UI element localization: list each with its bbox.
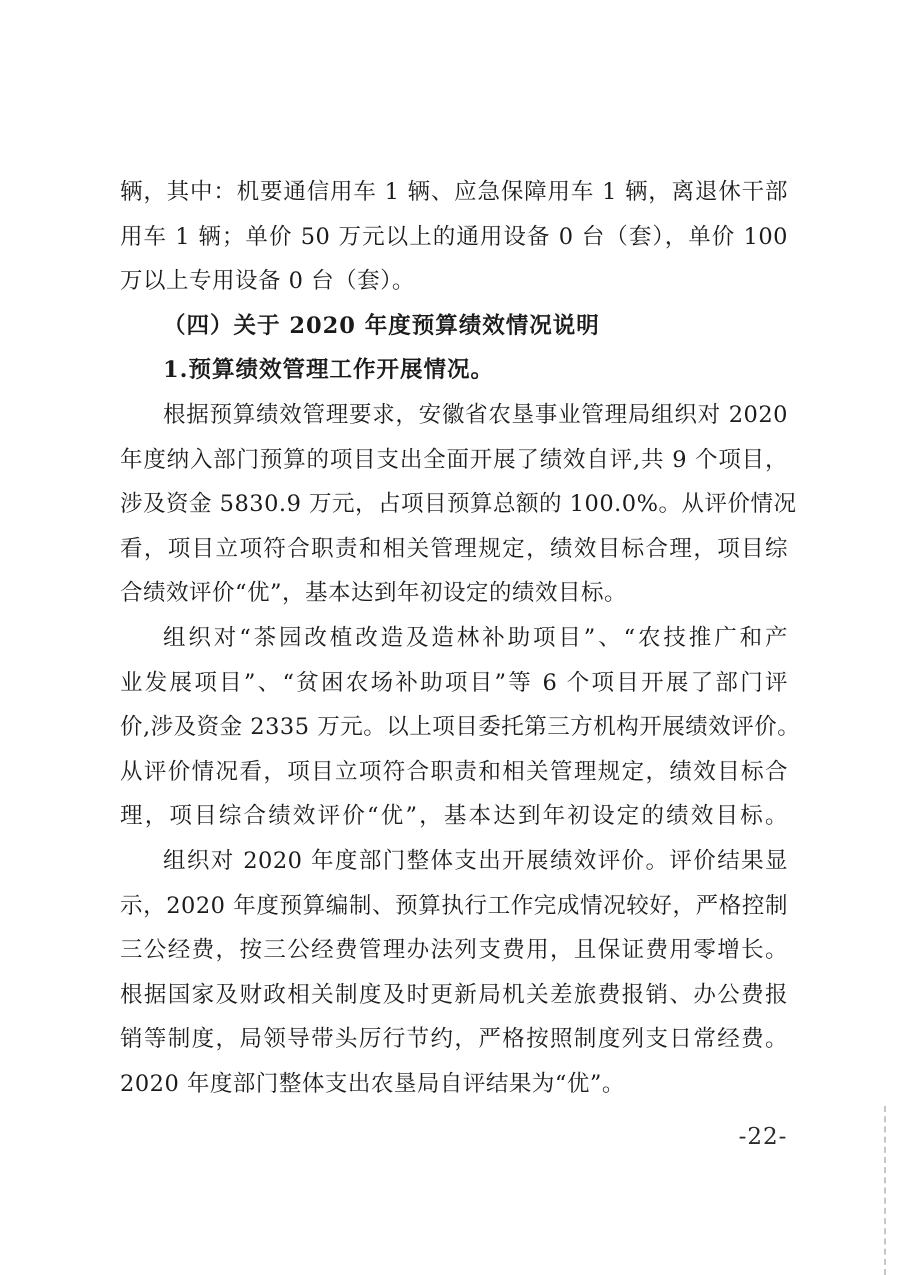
heading-line: 1.预算绩效管理工作开展情况。 [163,357,494,384]
text-line: 涉及资金 5830.9 万元，占项目预算总额的 100.0%。从评价情况 [120,491,797,518]
text-line: 三公经费，按三公经费管理办法列支费用，且保证费用零增长。 [120,937,788,964]
scan-edge-dashes-artifact [884,1106,886,1275]
heading-line: （四）关于 2020 年度预算绩效情况说明 [163,312,600,339]
text-line: 合绩效评价“优”，基本达到年初设定的绩效目标。 [120,580,628,607]
text-line: 2020 年度部门整体支出农垦局自评结果为“优”。 [120,1070,625,1097]
text-line: 业发展项目”、“贫困农场补助项目”等 6 个项目开展了部门评 [120,669,788,696]
text-line: 组织对“茶园改植改造及造林补助项目”、“农技推广和产 [163,624,788,651]
text-line: 看，项目立项符合职责和相关管理规定，绩效目标合理，项目综 [120,535,788,562]
document-lines [120,170,801,1106]
text-line: 辆，其中：机要通信用车 1 辆、应急保障用车 1 辆，离退休干部 [120,179,788,205]
text-line: 示，2020 年度预算编制、预算执行工作完成情况较好，严格控制 [120,892,788,919]
text-line: 价,涉及资金 2335 万元。以上项目委托第三方机构开展绩效评价。 [120,714,801,741]
text-line: 万以上专用设备 0 台（套）。 [120,268,415,295]
text-line: 从评价情况看，项目立项符合职责和相关管理规定，绩效目标合 [120,758,788,785]
text-line: 组织对 2020 年度部门整体支出开展绩效评价。评价结果显 [163,847,788,874]
text-line: 销等制度，局领导带头厉行节约，严格按照制度列支日常经费。 [120,1026,788,1053]
text-line: 用车 1 辆；单价 50 万元以上的通用设备 0 台（套），单价 100 [120,223,788,250]
text-line: 年度纳入部门预算的项目支出全面开展了绩效自评,共 9 个项目， [120,446,788,473]
text-line: 根据预算绩效管理要求，安徽省农垦事业管理局组织对 2020 [163,401,788,428]
text-line: 根据国家及财政相关制度及时更新局机关差旅费报销、办公费报 [120,981,788,1008]
text-line: 理，项目综合绩效评价“优”，基本达到年初设定的绩效目标。 [120,803,788,830]
page-number: -22- [738,1124,788,1150]
